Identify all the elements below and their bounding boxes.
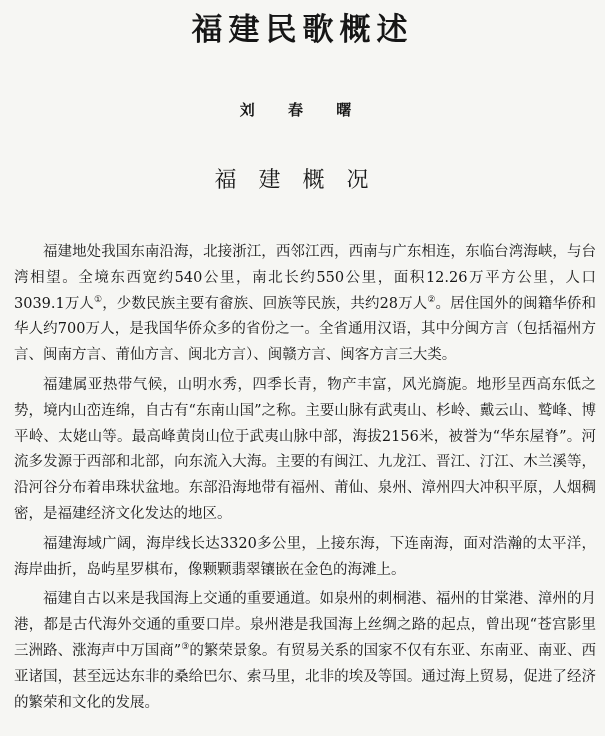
text-segment: 福建自古以来是我国海上交通的重要通道。如泉州的刺桐港、福州的甘棠港、漳州的月港，都是古代海外交通的重要口岸。泉州港是我国海上丝绸之路的起点，曾出现“苍宫影里三洲路、涨海声中万国商” (14, 591, 596, 659)
paragraph-coastline (14, 532, 596, 584)
footnote-marker: ③ (181, 642, 190, 653)
body-text (14, 240, 596, 716)
text-segment: ，少数民族主要有畲族、回族等民族，共约28万人 (102, 295, 428, 312)
text-segment: 福建海域广阔，海岸线长达3320多公里，上接东海，下连南海，面对浩瀚的太平洋，海岸曲折，岛屿星罗棋布，像颗颗翡翠镶嵌在金色的海滩上。 (14, 535, 596, 578)
document-title: 福建民歌概述 (191, 12, 414, 48)
text-segment: 。居住国外的闽籍华侨和华人约700万人，是我国华侨众多的省份之一。全省通用汉语，其中分闽方言（包括福州方言、闽南方言、莆仙方言、闽北方言）、闽赣方言、闽客方言三大类。 (14, 295, 596, 364)
text-segment: 福建属亚热带气候，山明水秀，四季长青，物产丰富，风光旖旎。地形呈西高东低之势，境内山峦连绵，自古有“东南山国”之称。主要山脉有武夷山、杉岭、戴云山、鹫峰、博平岭、太姥山等。最高峰黄岗山位于武夷山脉中部，海拔2156米，被誉为“华东屋脊”。河流多发源于西部和北部，向东流入大海。主要的有闽江、九龙江、晋江、汀江、木兰溪等，沿河谷分布着串珠状盆地。东部沿海地带有福州、莆仙、泉州、漳州四大冲积平原，人烟稠密，是福建经济文化发达的地区。 (14, 376, 596, 522)
paragraph-overview (14, 240, 596, 369)
footnote-marker: ① (94, 294, 103, 305)
paragraph-maritime-history (14, 587, 596, 716)
text-segment: 福建地处我国东南沿海，北接浙江，西邻江西，西南与广东相连，东临台湾海峡，与台湾相望。全境东西宽约540公里，南北长约550公里，面积12.26万平方公里，人口3039.1万人 (14, 244, 596, 312)
author-name: 刘 春 曙 (239, 101, 366, 119)
text-segment: 的繁荣景象。有贸易关系的国家不仅有东亚、东南亚、南亚、西亚诸国，甚至远达东非的桑给巴尔、索马里，北非的埃及等国。通过海上贸易，促进了经济的繁荣和文化的发展。 (14, 642, 596, 711)
footnote-marker: ② (427, 294, 436, 305)
paragraph-geography (14, 373, 596, 528)
section-heading: 福建概况 (214, 168, 391, 193)
